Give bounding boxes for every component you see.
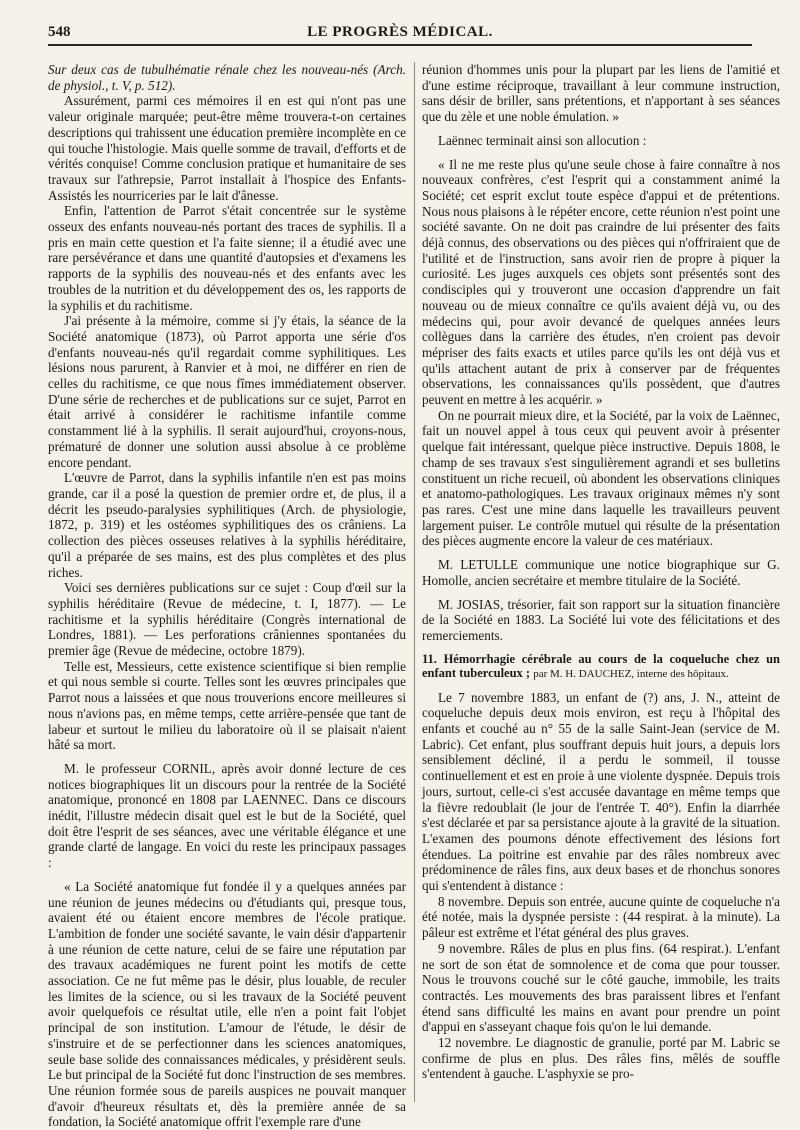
page-number: 548 [48,24,71,40]
heading-title: 11. Hémorrhagie cérébrale au cours de la coqueluche chez un enfant tuberculeux ; [422,651,780,681]
paragraph: Le 7 novembre 1883, un enfant de (?) ans, J. N., atteint de coqueluche depuis deux mois environ, est reçu à l'hôpital des enfants et couché au n° 55 de la salle Saint-Jean (service de M. Labric). Cet enfant, plus souffrant depuis huit jours, a depuis lors sensiblement décliné, il a perdu le sommeil, il tousse continuellement et est en proie à une violente dyspnée. Depuis trois jours, surtout, celle-ci s'est accusée davantage en même temps que la fièvre redoublait (le jour de l'entrée T. 40°). Enfin la diarrhée s'est déclarée et par sa persistance ajoute à la gravité de la situation. L'examen des poumons dénote effectivement des lésions fort étendues. La poitrine est envahie par des râles nombreux avec prédominence de râles fins, aux deux bases et de rhonchus sonores qui s'entendent à distance : [422,689,780,894]
paragraph: Laënnec terminait ainsi son allocution : [438,132,647,148]
heading-author: par M. H. DAUCHEZ, interne des hôpitaux. [533,668,729,681]
paragraph: L'œuvre de Parrot, dans la syphilis infantile n'en est pas moins grande, car il a posé la question de premier ordre et, de plus, il a décrit les pseudo-paralysies syphilitiques (Arch. de physiologie, 1872, p. 319) et les ostéomes syphilitiques des os crâniens. La collection des pièces osseuses relatives à la syphilis héréditaire, qu'il a préparée de ses mains, est des plus complètes et des plus riches. [48,470,406,580]
paragraph: Sur deux cas de tubulhématie rénale chez les nouveau-nés (Arch. de physiol., t. V, p. 512). [48,62,406,93]
paragraph: 9 novembre. Râles de plus en plus fins. (64 respirat.). L'enfant ne sort de son état de somnolence et de coma que pour tousser. Nous le trouvons couché sur le côté gauche, immobile, les traits contractés. Les mouvements des bras paraissent libres et l'enfant étend sans difficulté les mains en avant pour prendre un point d'appui en s'asseyant chaque fois qu'on le lui demande. [422,940,780,1035]
paragraph: 8 novembre. Depuis son entrée, aucune quinte de coqueluche n'a été notée, mais la dyspnée persiste : (44 respirat. à la minute). La pâleur est extrême et l'état général des plus graves. [422,893,780,941]
paragraph: Telle est, Messieurs, cette existence scientifique si bien remplie et qui nous semble si courte. Telles sont les œuvres principales que Parrot nous a laissées et que nous trouverions encore meilleures si nous n'avions pas, en même temps, cette arrière-pensée que tant de labeur et surtout le milieu du laboratoire où il se plaisait n'aient hâté sa mort. [48,658,406,753]
quote-paragraph: « La Société anatomique fut fondée il y a quelques années par une réunion de jeunes médecins ou d'étudiants qui, presque tous, avaient été ou étaient encore membres de l'école pratique. L'ambition de fonder une société savante, le vain désir d'appartenir à une réunion de cette nature, celui de se faire une réputation par des travaux académiques ne furent point les motifs de cette association. Ce ne fut même pas le désir, plus louable, de reculer les limites de la science, ou si les travaux de la Société peuvent avoir quelquefois ce résultat utile, elle n'en a point fait l'objet principal de son institution. L'amour de l'étude, le désir de s'instruire et de se perfectionner dans les sciences anatomiques, seule base solide des connaissances médicales, y présidèrent seuls. Le but principal de la Société fut donc l'instruction de ses membres. Une réunion formée sous de pareils auspices ne pouvait manquer d'avoir d'heureux résultats et, dès la première année de sa fondation, la Société anatomique offrit l'exemple rare d'une [48,878,406,1130]
paragraph: Voici ses dernières publications sur ce sujet : Coup d'œil sur la syphilis héréditaire (Revue de médecine, t. I, 1877). — Le rachitisme et la syphilis héréditaire (Congrès international de Londres, 1881). — Les perforations crâniennes spontanées du premier âge (Revue de médecine, octobre 1879). [48,580,406,659]
paragraph: 12 novembre. Le diagnostic de granulie, porté par M. Labric se confirme de plus en plus. Des râles fins, mêlés de souffle s'entendent à gauche. L'asphyxie se pro- [422,1035,780,1082]
paragraph: M. JOSIAS, trésorier, fait son rapport sur la situation financière de la Société en 1883. La Société lui vote des félicitations et des remerciements. [422,596,780,643]
right-column [422,62,780,1102]
paragraph: réunion d'hommes unis pour la plupart par les liens de l'amitié et d'une estime réciproque, travaillant à leur commune instruction, sans désir de briller, sans prétentions, et n'apportant à ses séances que du zèle et une noble émulation. » [422,62,780,125]
quote-paragraph: « Il ne me reste plus qu'une seule chose à faire connaître à nos nouveaux confrères, c'est l'esprit qui a constamment animé la Société; cet esprit exclut toute espèce d'appui et de prétentions. Nous nous plaisons à le répéter encore, cette réunion n'est point une société savante. On ne doit pas craindre de lui présenter des faits déjà connus, des observations ou des pièces qui n'offriraient que de l'utilité et de l'instruction, sans avoir rien de propre à piquer la curiosité. Les juges auxquels ces objets sont présentés sont des condisciples qui y trouveront une occasion d'apprendre un fait nouveau ou de mieux connaître ce qu'ils avaient déjà vu, ou des médecins qui, pour avoir devancé de quelques années leurs collègues dans la carrière des études, n'en croient pas devoir mépriser des faits exacts et utiles parce qu'ils les ont déjà vus et qu'ils attachent autant de prix à conserver par de fréquentes observations, les connaissances qu'ils possèdent, que d'autres peuvent en mettre à les acquérir. » [422,156,780,408]
left-column [48,62,406,1130]
paragraph: M. LETULLE communique une notice biographique sur G. Homolle, ancien secrétaire et membre titulaire de la Société. [422,557,780,588]
page-header [48,24,752,46]
paragraph: M. le professeur CORNIL, après avoir donné lecture de ces notices biographiques lit un discours pour la rentrée de la Société anatomique, prononcé en 1808 par LAENNEC. Dans ce discours inédit, l'illustre médecin disait quel est le but de la Société, quel doit être l'esprit de ses séances, avec une véritable élégance et une grande clarté de langage. En voici du reste les principaux passages : [48,760,406,871]
section-heading [422,652,780,682]
column-divider [414,62,415,1102]
paragraph: Enfin, l'attention de Parrot s'était concentrée sur le système osseux des enfants nouveau-nés portant des traces de syphilis. Il a pris en main cette question et l'a faite sienne; il a étudié avec une rare persévérance et dans une quantité d'autopsies et d'examens les rapports de la syphilis des nouveau-nés et des enfants avec les troubles de la nutrition et du développement des os, les rapports de la syphilis et du rachitisme. [48,203,406,313]
paragraph: J'ai présente à la mémoire, comme si j'y étais, la séance de la Société anatomique (1873), où Parrot apporta une série d'os d'enfants nouveau-nés qu'il regardait comme syphilitiques. Les lésions nous parurent, à Ranvier et à moi, ne différer en rien de celles du rachitisme, ce que nous fîmes immédiatement observer. D'une série de recherches et de publications sur ce sujet, Parrot en était arrivé à considérer le rachitisme infantile comme constamment lié à la syphilis. Il serait aujourd'hui, croyons-nous, prématuré de donner une solution aussi absolue à ce problème encore pendant. [48,313,406,470]
paragraph: On ne pourrait mieux dire, et la Société, par la voix de Laënnec, fait un nouvel appel à tous ceux qui peuvent avoir à présenter quelque fait intéressant, quelque pièce instructive. Depuis 1808, le champ de ses travaux s'est singulièrement agrandi et ses bulletins constituent un riche recueil, où abondent les observations cliniques et anatomo-pathologiques. Les travaux originaux mêmes n'y sont pas rares. C'est une mine dans laquelle les travailleurs peuvent largement puiser. Le contrôle mutuel qui résulte de la présentation des pièces augmente encore la valeur de ces matériaux. [422,407,780,549]
paragraph: Assurément, parmi ces mémoires il en est qui n'ont pas une valeur originale marquée; peut-être même trouvera-t-on certaines descriptions qui trahissent une éducation première incomplète en ce qui touche l'histologie. Mais quelle somme de travail, d'efforts et de vérités conquise! Comme conclusion pratique et humanitaire de ses travaux sur l'athrepsie, Parrot installait à l'hospice des Enfants-Assistés les nourriceries par le lait d'ânesse. [48,93,406,203]
running-title: LE PROGRÈS MÉDICAL. [307,24,493,40]
